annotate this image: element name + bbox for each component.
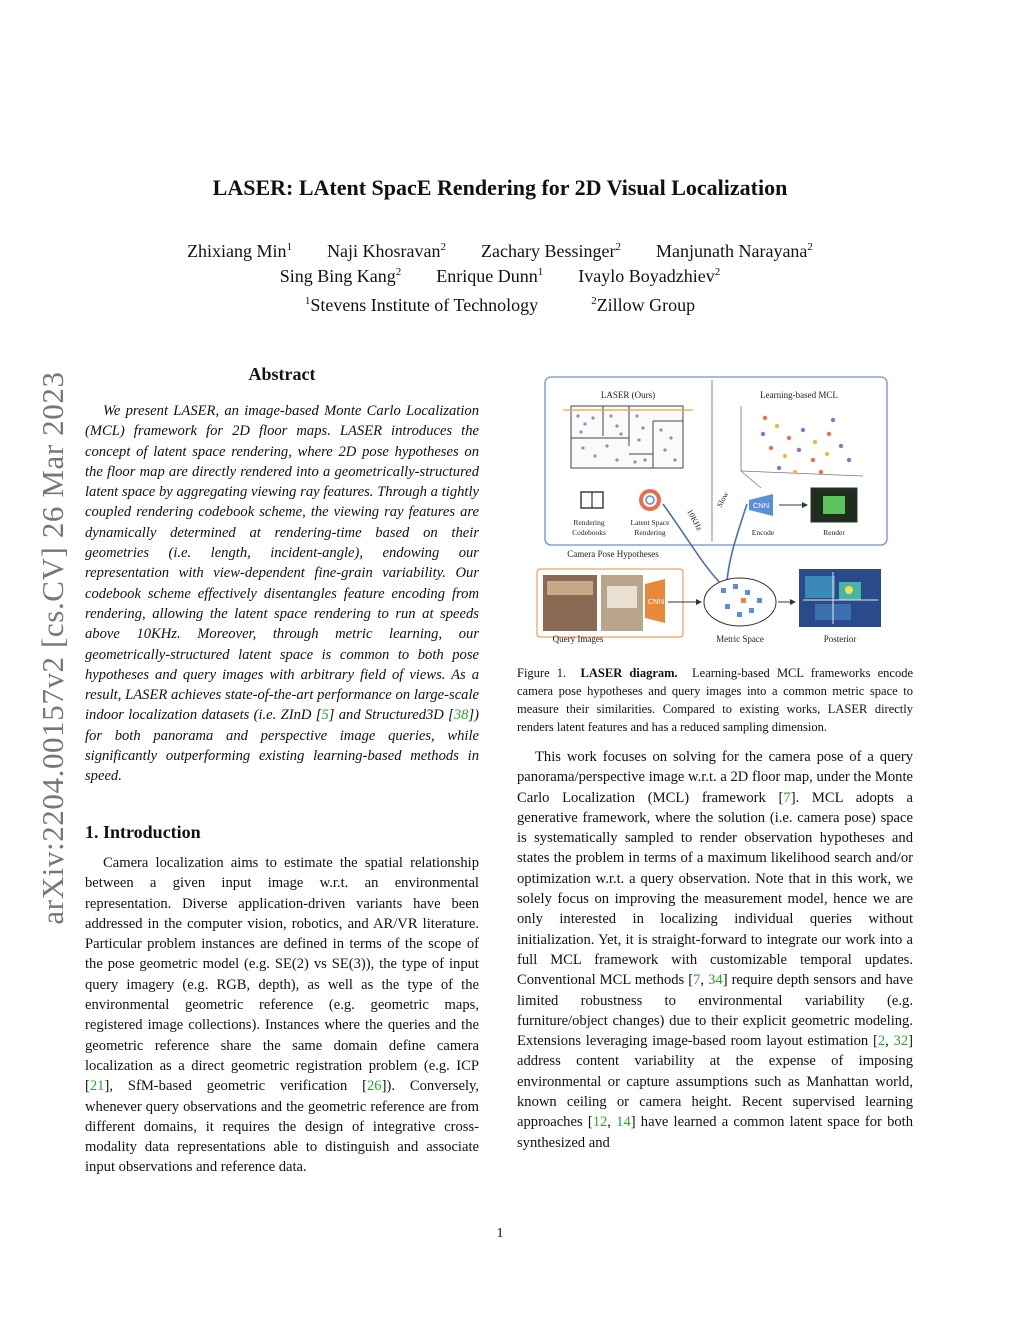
citation-link[interactable]: 7 <box>783 789 791 806</box>
figure-1-caption: Figure 1. LASER diagram. Learning-based MCL frameworks encode camera pose hypotheses and query images into a common metric space to measure their similarities. Compared to existing works, LASER directly renders latent features and has a reduced sampling dimension. <box>517 666 914 734</box>
author-line-2 <box>0 264 1000 289</box>
introduction-heading: 1. Introduction <box>85 822 201 842</box>
speed-label-slow: Slow <box>714 490 731 509</box>
citation-link[interactable]: 14 <box>616 1114 631 1131</box>
label-camera-pose: Camera Pose Hypotheses <box>567 549 659 559</box>
metric-space-ellipse <box>704 578 776 626</box>
affiliation: $^1$Stevens Institute of Technology <box>304 295 539 315</box>
paper-title: LASER: LAtent SpacE Rendering for 2D Visual Localization <box>212 175 788 200</box>
label-posterior: Posterior <box>823 634 857 644</box>
citation-link[interactable]: 12 <box>592 1114 608 1131</box>
svg-text:Encode: Encode <box>751 528 775 537</box>
author: Ivaylo Boyadzhiev$^2$ <box>578 266 721 286</box>
svg-text:CNN: CNN <box>752 501 770 510</box>
floor-map <box>563 406 693 468</box>
author: Manjunath Narayana$^2$ <box>655 241 813 261</box>
figure-1-diagram <box>533 376 895 648</box>
label-learning-mcl: Learning-based MCL <box>760 390 838 400</box>
author-line-1 <box>0 239 1000 264</box>
svg-text:Latent Space: Latent Space <box>630 518 670 527</box>
author: Zhixiang Min$^1$ <box>187 241 293 261</box>
citation-link[interactable]: 5 <box>321 707 329 724</box>
arxiv-stamp: arXiv:2204.00157v2 [cs.CV] 26 Mar 2023 <box>35 371 70 925</box>
citation-link[interactable]: 2 <box>877 1033 886 1050</box>
author: Zachary Bessinger$^2$ <box>481 241 621 261</box>
author: Sing Bing Kang$^2$ <box>279 266 402 286</box>
svg-text:CNN: CNN <box>647 597 665 606</box>
label-laser-ours: LASER (Ours) <box>600 390 656 400</box>
citation-link[interactable]: 32 <box>893 1033 909 1050</box>
svg-text:Rendering: Rendering <box>573 518 605 527</box>
affiliation: $^2$Zillow Group <box>591 295 696 315</box>
page-number: 1 <box>496 1226 504 1241</box>
citation-link[interactable]: 34 <box>708 972 723 989</box>
svg-text:Render: Render <box>823 528 845 537</box>
author: Enrique Dunn$^1$ <box>436 266 544 286</box>
citation-link[interactable]: 21 <box>89 1078 105 1095</box>
right-column-body: This work focuses on solving for the camera pose of a query panorama/perspective image w.r.t. a 2D floor map, under the Monte Carlo Localization (MCL) framework [7]. MCL adopts a generative framework, where the solution (i.e. camera pose) space is systematically sampled to render observation hypotheses and states the problem in terms of a maximum likelihood search and/or optimization w.r.t. a query observation. Note that in this work, we solely focus on improving the measurement model, hence we are only interested in localizing individual queries without initialization. Yet, it is straight-forward to integrate our work into a full MCL framework with customizable temporal updates. Conventional MCL methods [7, 34] require depth sensors and have limited robustness to environmental variability (e.g. furniture/object changes) due to their explicit geometric modeling. Extensions leveraging image-based room layout estimation [2, 32] address content variability at the expense of imposing environmental or capture assumptions such as Manhattan world, known ceiling or camera height. Recent supervised learning approaches [12, 14] have learned a common latent space for both synthesized and <box>517 749 914 1151</box>
speed-label-fast: 10KHz <box>685 507 705 533</box>
citation-link[interactable]: 38 <box>453 707 469 724</box>
svg-text:Codebooks: Codebooks <box>572 528 606 537</box>
affiliations <box>0 293 1000 318</box>
citation-link[interactable]: 7 <box>693 972 701 989</box>
introduction-body: Camera localization aims to estimate the spatial relationship between a given input image w.r.t. an environmental representation. Diverse application-driven variants have been addressed in the computer vision, robotics, and AR/VR literature. Particular problem instances are defined in terms of the scope of the pose geometric model (e.g. SE(2) vs SE(3)), the type of input query imagery (e.g. RGB, depth), as well as the type of the environmental geometric reference (e.g. geometric maps, registered image collections). Instances where the queries and the geometric reference share the same domain define camera localization as a direct geometric registration problem (e.g. ICP [21], SfM-based geometric verification [26]). Conversely, whenever query observations and the geometric reference are from different domains, it requires the design of integrative cross-modality data representations able to distinguish and associate input observations and reference data. <box>85 855 480 1176</box>
citation-link[interactable]: 26 <box>367 1078 382 1095</box>
abstract-body: We present LASER, an image-based Monte Carlo Localization (MCL) framework for 2D floor maps. LASER introduces the concept of latent space rendering, where 2D pose hypotheses on the floor map are directly rendered into a geometrically-structured latent space by aggregating viewing ray features. Through a tightly coupled rendering codebook scheme, the viewing ray features are dynamically determined at rendering-time based on their geometries (i.e. length, incident-angle), endowing our representation with view-dependent fine-grain variability. Our codebook scheme effectively disentangles feature encoding from rendering, allowing the latent space rendering to run at speeds above 10KHz. Moreover, through metric learning, our geometrically-structured latent space is common to both pose hypotheses and query images with arbitrary field of views. As a result, LASER achieves state-of-the-art performance on large-scale indoor localization datasets (i.e. ZInD [5] and Structured3D [38]) for both panorama and perspective image queries, while significantly outperforming existing learning-based methods in speed. <box>85 403 479 785</box>
author: Naji Khosravan$^2$ <box>327 241 447 261</box>
label-metric-space: Metric Space <box>716 634 764 644</box>
abstract-heading: Abstract <box>248 364 316 384</box>
label-query-images: Query Images <box>552 634 604 644</box>
svg-text:Rendering: Rendering <box>634 528 666 537</box>
